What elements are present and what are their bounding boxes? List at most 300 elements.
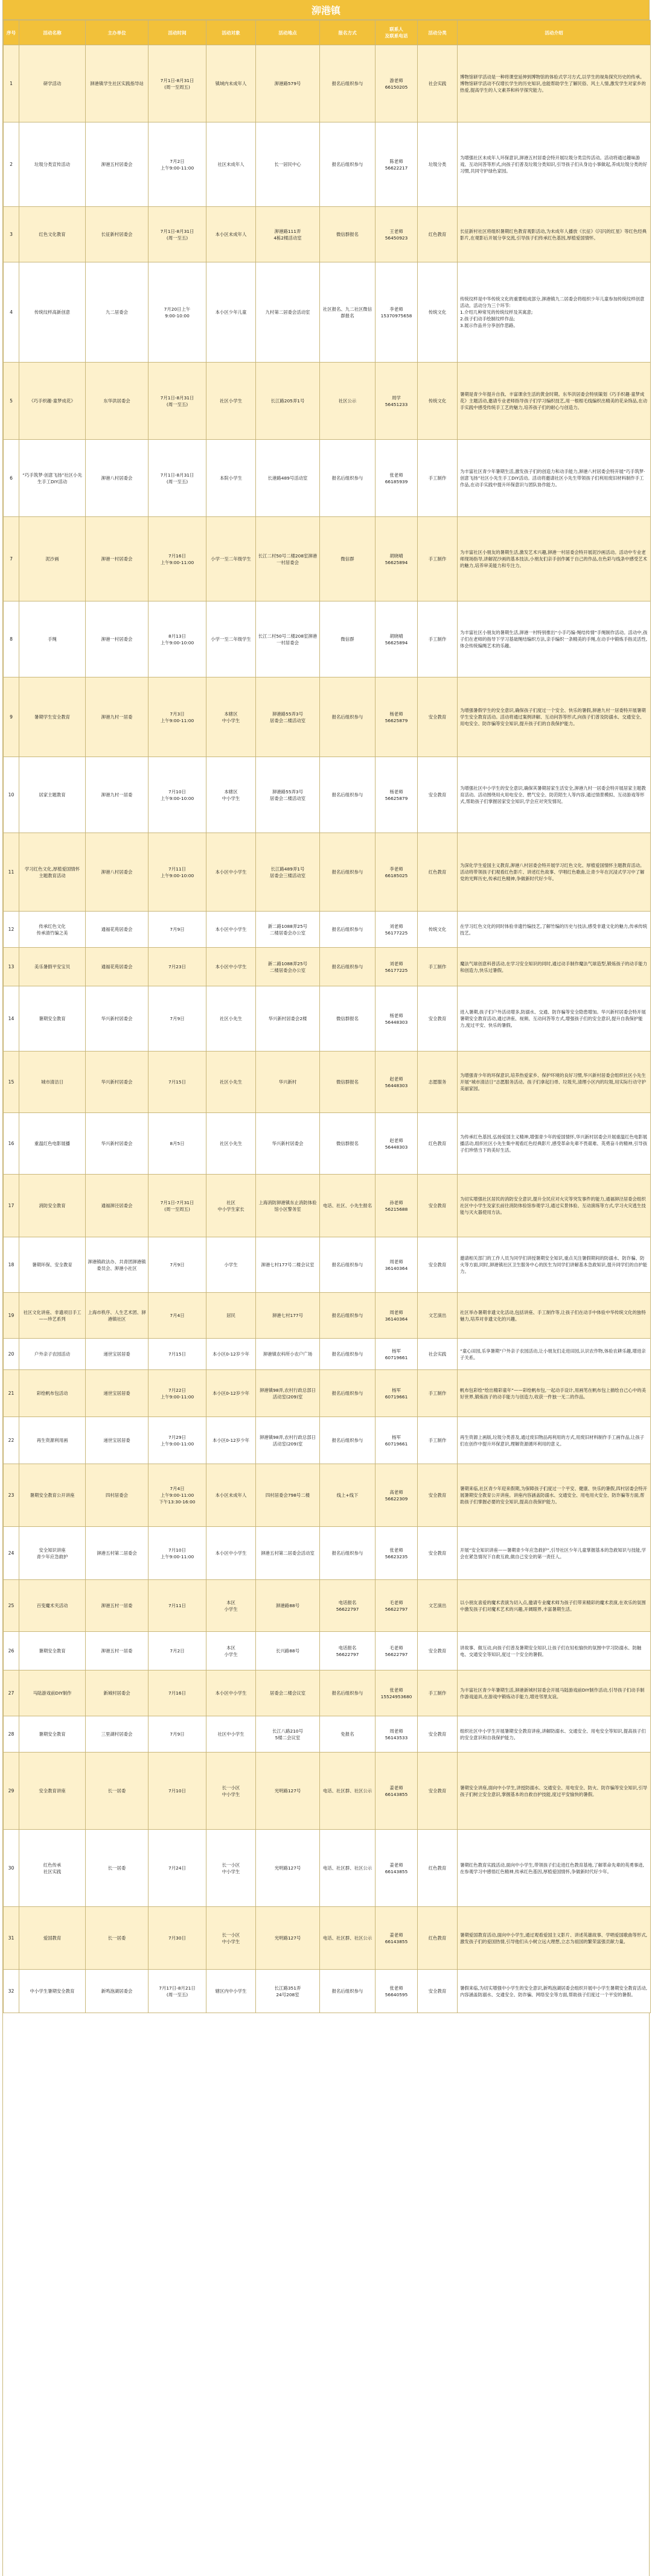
cell-contact: 杨老师 56625879 — [376, 757, 418, 833]
cell-target: 社区小先生 — [206, 986, 256, 1052]
cell-signup: 微信群 — [320, 517, 376, 601]
cell-place: 长港路489号活动室 — [256, 440, 320, 517]
cell-target: 本小区未成年人 — [206, 207, 256, 262]
cell-signup: 报名后组织参与 — [320, 948, 376, 986]
cell-org: 递世宝居居委 — [86, 1339, 149, 1370]
cell-name: 垃圾分类宣传活动 — [19, 122, 86, 207]
cell-target: 本小区中小学生 — [206, 833, 256, 912]
cell-name: 美乐暑假平安宝贝 — [19, 948, 86, 986]
cell-org: 泖港镇学生社区实践指导站 — [86, 45, 149, 122]
cell-time: 7月1日-8月31日 (周一至五) — [149, 363, 206, 440]
cell-category: 文艺演出 — [418, 1580, 458, 1632]
cell-time: 7月10日 上午9:00-10:00 — [149, 757, 206, 833]
cell-place: 泖港七村177号 — [256, 1293, 320, 1339]
cell-org: 泖港镇政法办、共青团泖港镇委员会、泖港小社区 — [86, 1237, 149, 1293]
cell-place: 泖港五村第二居委会活动室 — [256, 1527, 320, 1580]
cell-category: 红色教育 — [418, 1113, 458, 1175]
cell-contact: 杨军 60719661 — [376, 1417, 418, 1464]
cell-seq: 27 — [4, 1670, 19, 1716]
cell-signup: 微信群报名 — [320, 1113, 376, 1175]
table-row — [4, 1527, 651, 1580]
cell-signup: 电话、社区群、社区公示 — [320, 1907, 376, 1970]
cell-name: “巧手筑梦·创意飞扬”社区小先生手工DIY活动 — [19, 440, 86, 517]
table-row — [4, 207, 651, 262]
cell-signup: 报名后组织参与 — [320, 1670, 376, 1716]
cell-time: 7月9日 — [149, 912, 206, 948]
cell-desc: 组织社区中小学生开展暑期安全教育讲座,讲解防溺水、交通安全、用电安全等知识,提高孩子们的安全意识和自我保护能力。 — [458, 1716, 651, 1753]
cell-target: 本小区0-12岁少年 — [206, 1339, 256, 1370]
cell-category: 手工制作 — [418, 1417, 458, 1464]
cell-org: 泖港一村居委会 — [86, 601, 149, 677]
cell-org: 泖港五村第二居委会 — [86, 1527, 149, 1580]
cell-place: 四村居委会798号二楼 — [256, 1464, 320, 1527]
table-row — [4, 986, 651, 1052]
cell-target: 本小区0-12岁少年 — [206, 1417, 256, 1464]
cell-place: 泖港路88号 — [256, 1580, 320, 1632]
cell-signup: 报名后组织参与 — [320, 1527, 376, 1580]
cell-signup: 报名后组织参与 — [320, 677, 376, 757]
cell-category: 传统文化 — [418, 363, 458, 440]
cell-desc: 为增强暑假学生的安全意识,确保孩子们度过一个安全、快乐的暑假,泖港九村一居委特开展暑期学生安全教育活动。活动将通过案例讲解、互动问答等形式,向孩子们普及防溺水、交通安全、用电安全、防诈骗等安全知识,提升孩子们的自我保护能力。 — [458, 677, 651, 757]
cell-signup: 报名后组织参与 — [320, 912, 376, 948]
cell-signup: 报名后组织参与 — [320, 1293, 376, 1339]
cell-name: 暑期安全教育 — [19, 986, 86, 1052]
cell-time: 7月30日 — [149, 1907, 206, 1970]
cell-time: 7月1日-8月31日 (周一至周五) — [149, 45, 206, 122]
cell-category: 红色教育 — [418, 207, 458, 262]
activity-table — [3, 20, 651, 2013]
cell-desc: 进入暑期,孩子们户外活动增多,防溺水、交通、防诈骗等安全隐患增加。华兴新村居委会特开展暑期安全教育活动,通过讲座、视频、互动问答等方式,增强孩子们的安全意识,提升自我保护能力,度过平安、快乐的暑假。 — [458, 986, 651, 1052]
cell-contact: 毛老师 56622797 — [376, 1632, 418, 1670]
cell-desc: 为丰富社区青少年暑期生活,激发孩子们的创造力和动手能力,泖港八村居委会特开展“巧手筑梦·创意飞扬”社区小先生手工DIY活动。活动将邀请社区小先生带领孩子们利用废旧材料制作手工作品,在动手实践中提升环保意识与团队协作能力。 — [458, 440, 651, 517]
cell-place: 泖港路579号 — [256, 45, 320, 122]
cell-target: 镇域内未成年人 — [206, 45, 256, 122]
cell-seq: 26 — [4, 1632, 19, 1670]
cell-target: 长一小区 中小学生 — [206, 1907, 256, 1970]
cell-category: 红色教育 — [418, 1830, 458, 1907]
cell-desc: 暑期来临,社区青少年迎来假期,为保障孩子们度过一个平安、健康、快乐的暑假,四村居委会特开展暑期安全教育公开讲座。讲座内容涵盖防溺水、交通安全、用电用火安全、防诈骗等方面,帮助孩子们掌握必要的安全知识,提高自我保护能力。 — [458, 1464, 651, 1527]
cell-org: 上海市秩序、人生艺术团、泖港镇社区 — [86, 1293, 149, 1339]
cell-signup: 报名后组织参与 — [320, 1970, 376, 2013]
header-org: 主办单位 — [86, 21, 149, 45]
cell-name: 马陆游戏前DIY制作 — [19, 1670, 86, 1716]
table-row — [4, 1907, 651, 1970]
cell-desc: 在学习红色文化的同时体验非遗竹编技艺,了解竹编的历史与技法,感受非遗文化的魅力,传承传统技艺。 — [458, 912, 651, 948]
cell-name: 户外亲子农园活动 — [19, 1339, 86, 1370]
table-row — [4, 1464, 651, 1527]
cell-seq: 13 — [4, 948, 19, 986]
cell-place: 上海消防泖港镇东止消防体验馆小区警务室 — [256, 1175, 320, 1237]
cell-time: 7月20日上午 9:00-10:00 — [149, 262, 206, 363]
cell-category: 安全教育 — [418, 757, 458, 833]
cell-target: 长一小区 中小学生 — [206, 1753, 256, 1830]
cell-contact: 陈老师 56622217 — [376, 122, 418, 207]
cell-place: 泖港路111弄 4栋2楼活动室 — [256, 207, 320, 262]
cell-contact: 刘老师 56177225 — [376, 948, 418, 986]
cell-place: 长江路351弄 24号208室 — [256, 1970, 320, 2013]
table-body — [4, 45, 651, 2013]
cell-org: 长一居委 — [86, 1830, 149, 1907]
cell-place: 华兴新村居委会2楼 — [256, 986, 320, 1052]
cell-name: 红色文化教育 — [19, 207, 86, 262]
cell-target: 社区中小学生 — [206, 1716, 256, 1753]
header-category: 活动分类 — [418, 21, 458, 45]
cell-name: 居家主题教育 — [19, 757, 86, 833]
cell-place: 新二路1088弄25号 二楼居委会办公室 — [256, 912, 320, 948]
cell-desc: 为切实增强社区居民的消防安全意识,提升全民应对火灾等突发事件的能力,通福泖泾居委会组织社区中小学生及家长前往消防体验馆参观学习,通过实景体验、互动演练等方式,学习火灾逃生技能与灭火器使用方法。 — [458, 1175, 651, 1237]
table-row — [4, 440, 651, 517]
table-row — [4, 1052, 651, 1113]
cell-target: 本小区中小学生 — [206, 948, 256, 986]
cell-category: 安全教育 — [418, 677, 458, 757]
table-row — [4, 363, 651, 440]
cell-org: 新城村居委会 — [86, 1670, 149, 1716]
table-row — [4, 1293, 651, 1339]
cell-time: 7月22日 上午9:00-11:00 — [149, 1370, 206, 1417]
cell-signup: 报名后组织参与 — [320, 1339, 376, 1370]
cell-contact: 张老师 66185939 — [376, 440, 418, 517]
table-row — [4, 1113, 651, 1175]
cell-signup: 电话、社区群、社区公示 — [320, 1753, 376, 1830]
cell-seq: 5 — [4, 363, 19, 440]
cell-time: 7月10日 上午9:00-11:00 — [149, 1527, 206, 1580]
cell-time: 7月23日 — [149, 948, 206, 986]
cell-seq: 15 — [4, 1052, 19, 1113]
cell-target: 长一小区 中小学生 — [206, 1830, 256, 1907]
cell-name: 传承红色文化 传承清竹编之美 — [19, 912, 86, 948]
cell-org: 泖港八村居委会 — [86, 440, 149, 517]
header-name: 活动名称 — [19, 21, 86, 45]
cell-org: 四村居委会 — [86, 1464, 149, 1527]
table-row — [4, 45, 651, 122]
cell-target: 本辖区 中小学生 — [206, 677, 256, 757]
cell-category: 手工制作 — [418, 517, 458, 601]
table-row — [4, 1175, 651, 1237]
cell-seq: 11 — [4, 833, 19, 912]
header-time: 活动时间 — [149, 21, 206, 45]
cell-place: 泖港路55弄3号 居委会二楼活动室 — [256, 677, 320, 757]
cell-contact: 杨军 60719661 — [376, 1370, 418, 1417]
cell-contact: 张老师 56623235 — [376, 1527, 418, 1580]
cell-signup: 报名后组织参与 — [320, 1370, 376, 1417]
cell-name: 彩绘帆布包活动 — [19, 1370, 86, 1417]
cell-name: 暑期学生安全教育 — [19, 677, 86, 757]
cell-seq: 10 — [4, 757, 19, 833]
cell-seq: 23 — [4, 1464, 19, 1527]
cell-category: 安全教育 — [418, 1970, 458, 2013]
cell-name: 红色传承 社区实践 — [19, 1830, 86, 1907]
cell-name: 泥沙画 — [19, 517, 86, 601]
table-row — [4, 1716, 651, 1753]
table-row — [4, 1237, 651, 1293]
table-row — [4, 1339, 651, 1370]
cell-org: 递世宝居居委 — [86, 1417, 149, 1464]
cell-seq: 8 — [4, 601, 19, 677]
cell-contact: 李老师 15370975658 — [376, 262, 418, 363]
cell-contact: 胡晓晴 56625894 — [376, 517, 418, 601]
cell-category: 红色教育 — [418, 833, 458, 912]
cell-seq: 17 — [4, 1175, 19, 1237]
cell-contact: 游老师 66150205 — [376, 45, 418, 122]
cell-time: 7月2日 — [149, 1632, 206, 1670]
cell-time: 7月4日 上午9:00-11:00 下午13:30-16:00 — [149, 1464, 206, 1527]
cell-org: 泖港五村居委会 — [86, 122, 149, 207]
cell-time: 7月24日 — [149, 1830, 206, 1907]
cell-category: 安全教育 — [418, 1632, 458, 1670]
cell-org: 长一居委 — [86, 1753, 149, 1830]
cell-name: 安全教育讲座 — [19, 1753, 86, 1830]
cell-name: 再生资源利用画 — [19, 1417, 86, 1464]
cell-time: 7月1日-7月31日 (周一至周五) — [149, 1175, 206, 1237]
cell-name: 研学活动 — [19, 45, 86, 122]
cell-category: 安全教育 — [418, 1175, 458, 1237]
cell-signup: 微信群 — [320, 601, 376, 677]
cell-target: 小学一至二年级学生 — [206, 601, 256, 677]
cell-place: 华兴新村 — [256, 1052, 320, 1113]
cell-category: 垃圾分类 — [418, 122, 458, 207]
cell-place: 华兴新村居委会 — [256, 1113, 320, 1175]
cell-name: 《巧手织趣·童梦成花》 — [19, 363, 86, 440]
cell-category: 传统文化 — [418, 262, 458, 363]
header-desc: 活动介绍 — [458, 21, 651, 45]
cell-signup: 报名后组织参与 — [320, 122, 376, 207]
cell-time: 7月15日 — [149, 1052, 206, 1113]
table-row — [4, 1670, 651, 1716]
cell-contact: 毛老师 56622797 — [376, 1580, 418, 1632]
header-contact: 联系人 及联系电话 — [376, 21, 418, 45]
cell-signup: 微信群报名 — [320, 1052, 376, 1113]
cell-category: 文艺演出 — [418, 1293, 458, 1339]
table-row — [4, 1580, 651, 1632]
cell-signup: 报名后组织参与 — [320, 45, 376, 122]
cell-org: 递世宝居居委 — [86, 1370, 149, 1417]
cell-contact: 姜老师 66143855 — [376, 1830, 418, 1907]
cell-org: 华兴新村居委会 — [86, 986, 149, 1052]
cell-target: 本小区少年儿童 — [206, 262, 256, 363]
cell-category: 安全教育 — [418, 1716, 458, 1753]
cell-name: 百变魔术夹活动 — [19, 1580, 86, 1632]
cell-desc: 为增强青少年的环保意识,培养热爱家乡、保护环境的良好习惯,华兴新村居委会组织社区小先生开展“城市清洁日”志愿服务活动。孩子们拿起扫帚、垃圾夹,清理小区内的垃圾,用实际行动守护美丽家园。 — [458, 1052, 651, 1113]
cell-time: 7月17日-8月21日 (周一至五) — [149, 1970, 206, 2013]
cell-contact: 杨军 60719661 — [376, 1339, 418, 1370]
cell-target: 社区小先生 — [206, 1052, 256, 1113]
cell-seq: 21 — [4, 1370, 19, 1417]
cell-target: 小学生 — [206, 1237, 256, 1293]
cell-target: 本区 小学生 — [206, 1580, 256, 1632]
cell-signup: 社区报名、九二社区微信群报名 — [320, 262, 376, 363]
header-place: 活动地点 — [256, 21, 320, 45]
cell-seq: 2 — [4, 122, 19, 207]
cell-seq: 28 — [4, 1716, 19, 1753]
cell-desc: 为增强社区未成年人环保意识,泖港五村居委会特开展垃圾分类宣传活动。活动将通过趣味游戏、互动问答等形式,向孩子们普及垃圾分类知识,引导孩子们从身边小事做起,养成垃圾分类的好习惯,共同守护绿色家园。 — [458, 122, 651, 207]
cell-place: 长江八路210号 5楼二会议室 — [256, 1716, 320, 1753]
cell-place: 泖港路55弄3号 居委会二楼活动室 — [256, 757, 320, 833]
cell-seq: 19 — [4, 1293, 19, 1339]
table-row — [4, 1632, 651, 1670]
cell-signup: 电话、社区、小先生报名 — [320, 1175, 376, 1237]
cell-contact: 刘老师 56177225 — [376, 912, 418, 948]
cell-seq: 24 — [4, 1527, 19, 1580]
cell-org: 泖港一村居委会 — [86, 517, 149, 601]
header-seq: 序号 — [4, 21, 19, 45]
cell-place: 泖港七村177号二楼会议室 — [256, 1237, 320, 1293]
cell-category: 手工制作 — [418, 948, 458, 986]
cell-desc: 暑假来临,为切实增强中小学生的安全意识,新鸣泡湖居委会组织开展中小学生暑期安全教育活动,内容涵盖防溺水、交通安全、防诈骗、网络安全等方面,帮助孩子们度过一个平安的暑假。 — [458, 1970, 651, 2013]
cell-seq: 7 — [4, 517, 19, 601]
cell-signup: 报名后组织参与 — [320, 1237, 376, 1293]
cell-time: 7月9日 — [149, 986, 206, 1052]
cell-org: 泖港九村一居委 — [86, 677, 149, 757]
cell-time: 7月29日 上午9:00-11:00 — [149, 1417, 206, 1464]
cell-target: 本小区中小学生 — [206, 1527, 256, 1580]
cell-target: 居民 — [206, 1293, 256, 1339]
cell-place: 长江路489弄1号 居委会三楼活动室 — [256, 833, 320, 912]
cell-desc: 以小朋友喜爱的魔术表演为切入点,邀请专业魔术师为孩子们带来精彩的魔术表演,在欢乐的氛围中激发孩子们对魔术艺术的兴趣,开阔眼界,丰富暑期生活。 — [458, 1580, 651, 1632]
cell-category: 安全教育 — [418, 1753, 458, 1830]
cell-target: 本辖区 中小学生 — [206, 757, 256, 833]
cell-category: 社会实践 — [418, 1339, 458, 1370]
cell-target: 本小区未成年人 — [206, 1464, 256, 1527]
cell-contact: 姜老师 66143855 — [376, 1753, 418, 1830]
table-row — [4, 1417, 651, 1464]
cell-name: 暑期环保、安全教育 — [19, 1237, 86, 1293]
cell-seq: 22 — [4, 1417, 19, 1464]
cell-org: 通福花苑居委会 — [86, 912, 149, 948]
cell-org: 三里湖村居委会 — [86, 1716, 149, 1753]
table-row — [4, 757, 651, 833]
cell-target: 社区未成年人 — [206, 122, 256, 207]
cell-category: 手工制作 — [418, 1670, 458, 1716]
cell-time: 7月10日 — [149, 1753, 206, 1830]
cell-name: 城市清洁日 — [19, 1052, 86, 1113]
cell-signup: 微信群报名 — [320, 986, 376, 1052]
cell-signup: 报名后组织参与 — [320, 440, 376, 517]
cell-contact: 杨老师 56448303 — [376, 986, 418, 1052]
cell-category: 红色教育 — [418, 1907, 458, 1970]
cell-seq: 30 — [4, 1830, 19, 1907]
cell-place: 长江二村50号二楼208室泖港一村居委会 — [256, 517, 320, 601]
cell-desc: 魔法气球创意科普活动,在学习安全知识的同时,通过动手制作魔法气球造型,锻炼孩子的动手能力和创造力,快乐过暑假。 — [458, 948, 651, 986]
cell-name: 传统纹样高新创意 — [19, 262, 86, 363]
cell-target: 本区 小学生 — [206, 1632, 256, 1670]
table-row — [4, 517, 651, 601]
cell-time: 7月1日-8月31日 (周一至五) — [149, 207, 206, 262]
cell-signup: 微信群报名 — [320, 207, 376, 262]
table-row — [4, 1830, 651, 1907]
cell-contact: 赵老师 56448303 — [376, 1052, 418, 1113]
cell-time: 7月3日 上午9:00-11:00 — [149, 677, 206, 757]
cell-place: 泖港镇98弄,农村行政总部日活动室(209)室 — [256, 1417, 320, 1464]
cell-time: 7月2日 上午9:00-11:00 — [149, 122, 206, 207]
cell-desc: 长征新村社区将组织暑期红色教育观影活动,为未成年人播放《长征》《闪闪的红星》等红色经典影片,在观影后开展分享交流,引导孩子们传承红色基因,厚植爱国情怀。 — [458, 207, 651, 262]
cell-category: 志愿服务 — [418, 1052, 458, 1113]
cell-target: 本小区中小学生 — [206, 912, 256, 948]
cell-signup: 线上+线下 — [320, 1464, 376, 1527]
cell-org: 泖港九村一居委 — [86, 757, 149, 833]
cell-desc: “童心田园,乐享暑期”户外亲子农园活动,让小朋友们走进田园,认识农作物,体验农耕乐趣,增进亲子关系。 — [458, 1339, 651, 1370]
cell-desc: 帆布包彩绘“绘出精彩童年”——彩绘帆布包,一起动手设计,用画笔在帆布包上描绘自己心中的美好世界,锻炼孩子的动手能力与创造力,收获一件独一无二的作品。 — [458, 1370, 651, 1417]
cell-category: 手工制作 — [418, 601, 458, 677]
cell-seq: 1 — [4, 45, 19, 122]
cell-time: 7月4日 — [149, 1293, 206, 1339]
cell-name: 消防安全教育 — [19, 1175, 86, 1237]
cell-signup: 报名后组织参与 — [320, 833, 376, 912]
cell-seq: 25 — [4, 1580, 19, 1632]
cell-contact: 孙老师 56215688 — [376, 1175, 418, 1237]
cell-desc: 为丰富社区小朋友的暑期生活,激发艺术兴趣,泖港一村居委会特开展泥沙画活动。活动中专业老师现场指导,讲解泥沙画的基本技法,小朋友们亲手创作属于自己的作品,在色彩与线条中感受艺术的魅力,培养审美能力和专注力。 — [458, 517, 651, 601]
cell-desc: 再生资源上画版,垃圾分类普及,通过废旧物品再利用的方式,用废旧材料制作手工画作品,让孩子们在创作中提升环保意识,理解资源循环利用的意义。 — [458, 1417, 651, 1464]
cell-name: 暑期安全教育 — [19, 1632, 86, 1670]
cell-signup: 免报名 — [320, 1716, 376, 1753]
table-row — [4, 1753, 651, 1830]
cell-contact: 张老师 56640595 — [376, 1970, 418, 2013]
cell-name: 暑期安全教育 — [19, 1716, 86, 1753]
cell-seq: 16 — [4, 1113, 19, 1175]
table-row — [4, 677, 651, 757]
table-row — [4, 833, 651, 912]
cell-seq: 3 — [4, 207, 19, 262]
cell-signup: 报名后组织参与 — [320, 757, 376, 833]
cell-desc: 为丰富社区小朋友的暑期生活,泖港一村特别推出“小手巧编·绳结传情”手绳制作活动。活动中,孩子们在老师的指导下学习基础绳结编织方法,亲手编织一条精美的手绳,在动手中锻炼手指灵活性,体会传统编绳艺术的乐趣。 — [458, 601, 651, 677]
cell-place: 泖港镇农科所小农户广场 — [256, 1339, 320, 1370]
cell-desc: 讲故事、做互动,向孩子们普及暑期安全知识,让孩子们在轻松愉快的氛围中学习防溺水、防触电、交通安全等知识,度过一个安全的暑假。 — [458, 1632, 651, 1670]
table-row — [4, 262, 651, 363]
cell-category: 安全教育 — [418, 1464, 458, 1527]
cell-contact: 赵老师 56448303 — [376, 1113, 418, 1175]
cell-category: 社会实践 — [418, 45, 458, 122]
cell-contact: 姜老师 66143855 — [376, 1907, 418, 1970]
cell-time: 7月11日 — [149, 1580, 206, 1632]
cell-desc: 暑期爱国教育活动,面向中小学生,通过观看爱国主义影片、讲述英雄故事、学唱爱国歌曲等形式,激发孩子们的爱国热情,引导他们从小树立远大理想,立志为祖国的繁荣富强贡献力量。 — [458, 1907, 651, 1970]
cell-org: 华兴新村居委会 — [86, 1113, 149, 1175]
header-target: 活动对象 — [206, 21, 256, 45]
cell-signup: 电话报名 56622797 — [320, 1580, 376, 1632]
cell-name: 学习红色文化,厚植爱国情怀 主题教育活动 — [19, 833, 86, 912]
cell-desc: 为深化学生爱国主义教育,泖港八村居委会特开展学习红色文化、厚植爱国情怀主题教育活动。活动将带领孩子们观看红色影片、讲述红色故事、学唱红色歌曲,让青少年在沉浸式学习中了解党的光辉历史,传承红色精神,争做新时代好少年。 — [458, 833, 651, 912]
table-header-row — [4, 21, 651, 45]
cell-place: 九村第二居委会活动室 — [256, 262, 320, 363]
cell-category: 安全教育 — [418, 1237, 458, 1293]
cell-category: 手工制作 — [418, 1370, 458, 1417]
cell-desc: 传统纹样是中华传统文化的重要组成部分,泖港镇九二居委会将组织少年儿童参加传统纹样创意活动。活动分为三个环节: 1.介绍几种常见的传统纹样及其寓意; 2.孩子们动手绘制纹样作品; 3.展示作品并分享创作思路。 — [458, 262, 651, 363]
cell-contact: 周学 56451233 — [376, 363, 418, 440]
table-row — [4, 601, 651, 677]
cell-contact: 高老师 56622309 — [376, 1464, 418, 1527]
cell-signup: 电话、社区群、社区公示 — [320, 1830, 376, 1907]
cell-desc: 暑期红色教育实践活动,面向中小学生,带领孩子们走进红色教育基地,了解革命先辈的英勇事迹,在参观学习中感悟红色精神,传承红色基因,厚植爱国情怀,争做新时代好少年。 — [458, 1830, 651, 1907]
page-title: 泖港镇 — [3, 0, 649, 20]
cell-target: 辖区内中小学生 — [206, 1970, 256, 2013]
cell-seq: 14 — [4, 986, 19, 1052]
cell-name: 安全知识讲座 青少年应急救护 — [19, 1527, 86, 1580]
cell-desc: 为丰富社区青少年暑期生活,泖港新城村居委会开展马陆游戏前DIY制作活动,引导孩子们动手制作游戏道具,在游戏中锻炼动手能力,增进邻里友谊。 — [458, 1670, 651, 1716]
cell-org: 泖港五村一居委 — [86, 1580, 149, 1632]
cell-desc: 暑期安全讲座,面向中小学生,讲授防溺水、交通安全、用电安全、防火、防诈骗等安全知识,引导孩子们树立安全意识,掌握基本的自救自护技能,度过平安愉快的暑假。 — [458, 1753, 651, 1830]
cell-contact: 杨老师 56625879 — [376, 677, 418, 757]
cell-category: 传统文化 — [418, 912, 458, 948]
cell-seq: 9 — [4, 677, 19, 757]
cell-seq: 32 — [4, 1970, 19, 2013]
cell-place: 长江路205弄1号 — [256, 363, 320, 440]
cell-time: 7月11日 上午9:00-10:00 — [149, 833, 206, 912]
cell-time: 8月5日 — [149, 1113, 206, 1175]
cell-signup: 电话报名 56622797 — [320, 1632, 376, 1670]
cell-time: 7月16日 — [149, 1670, 206, 1716]
cell-place: 光明路127号 — [256, 1907, 320, 1970]
table-row — [4, 122, 651, 207]
cell-target: 小学一至二年级学生 — [206, 517, 256, 601]
cell-time: 7月1日-8月31日 (周一至五) — [149, 440, 206, 517]
